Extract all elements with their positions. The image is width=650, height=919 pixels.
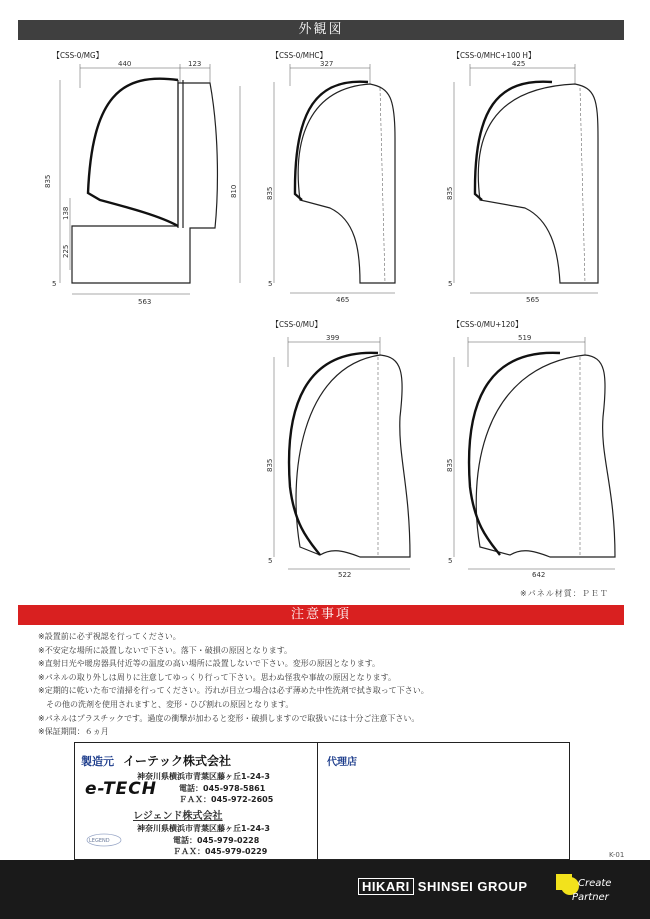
create-partner-logo [556,866,638,912]
legend-logo [85,833,123,847]
notes-list [38,630,618,739]
section-header-exterior [18,20,624,40]
note-item: ※保証期間：６ヵ月 [38,727,109,737]
figure-label-mhc100h: 【CSS-0/MHC+100 H】 [452,51,536,60]
dim-base: 5 [268,557,273,565]
company-address-etech: 神奈川県横浜市青葉区藤ヶ丘1-24-3 [137,772,270,781]
note-item: ※不安定な場所に設置しないで下さい。落下・破損の原因となります。 [38,645,293,655]
company-name-etech: イーテック株式会社 [123,754,232,768]
company-name-legend: レジェンド株式会社 [133,811,223,822]
note-item: その他の洗剤を使用されますと、変形・ひび割れの原因となります。 [38,699,294,709]
note-item: ※定期的に乾いた布で清掃を行ってください。汚れが目立つ場合は必ず薄めた中性洗剤で拭き取って下さい。 [38,686,429,696]
dim-height: 835 [266,458,274,472]
figure-label-mu: 【CSS-0/MU】 [271,320,323,329]
page-code: K-01 [609,851,625,859]
company-fax-etech: ＦＡＸ：045-972-2605 [179,795,274,804]
dim-base: 5 [448,557,453,565]
dim-base: 5 [268,280,273,288]
dim-bottom: 522 [338,571,352,579]
section-title: 外観図 [298,22,344,37]
figure-mu120 [440,327,625,582]
note-item: ※パネルの取り外しは周りに注意してゆっくり行って下さい。思わぬ怪我や事故の原因となります。 [38,672,396,682]
figure-label-mu120: 【CSS-0/MU+120】 [452,320,524,329]
figure-mu [260,327,440,582]
dim-bottom: 465 [336,296,350,304]
dim-top: 327 [320,60,334,68]
dim-inner-b: 225 [62,244,70,258]
figure-mhc100h [440,58,620,308]
dim-bottom: 565 [526,296,540,304]
footer-bar [0,860,650,919]
section-header-notes [18,605,624,625]
note-item: ※パネルはプラスチックです。過度の衝撃が加わると変形・破損しますので取扱いには十分ご注意下さい。 [38,713,420,723]
figure-label-mg: 【CSS-0/MG】 [52,51,104,60]
figure-label-mhc: 【CSS-0/MHC】 [271,51,328,60]
material-note: ※パネル材質：ＰＥＴ [520,589,609,598]
dim-top: 519 [518,334,532,342]
dim-inner-a: 138 [62,206,70,220]
note-item: ※直射日光や暖房器具付近等の温度の高い場所に設置しないで下さい。変形の原因となります。 [38,659,381,669]
svg-text:Create: Create [578,878,612,889]
note-item: ※設置前に必ず視認を行ってください。 [38,632,181,641]
brand-group: SHINSEI GROUP [417,879,528,894]
dim-height: 835 [266,186,274,200]
dim-top-b: 123 [188,60,202,68]
company-tel-legend: 電話：045-979-0228 [173,836,260,845]
dim-base: 5 [52,280,57,288]
brand-logo [358,879,528,894]
dim-top: 425 [512,60,526,68]
svg-text:LEGEND: LEGEND [89,838,110,844]
agent-label: 代理店 [327,757,357,768]
company-tel-etech: 電話：045-978-5861 [179,784,266,793]
figure-mg [40,58,255,308]
dim-top: 399 [326,334,340,342]
dim-top-a: 440 [118,60,132,68]
maker-label: 製造元 [81,755,114,768]
dim-bottom: 563 [138,298,152,306]
dim-height: 835 [44,174,52,188]
etech-logo: e-TECH [85,779,157,799]
dim-height: 835 [446,458,454,472]
brand-hikari: HIKARI [358,878,414,895]
dim-base: 5 [448,280,453,288]
notes-title: 注意事項 [290,607,351,622]
dim-bottom: 642 [532,571,546,579]
company-address-legend: 神奈川県横浜市青葉区藤ヶ丘1-24-3 [137,824,270,833]
svg-text:Partner: Partner [572,892,609,903]
dim-height: 835 [446,186,454,200]
dim-right: 810 [230,184,238,198]
company-fax-legend: ＦＡＸ：045-979-0229 [173,847,268,856]
contact-box [74,742,570,860]
figure-mhc [260,58,440,308]
contact-divider [317,743,318,859]
